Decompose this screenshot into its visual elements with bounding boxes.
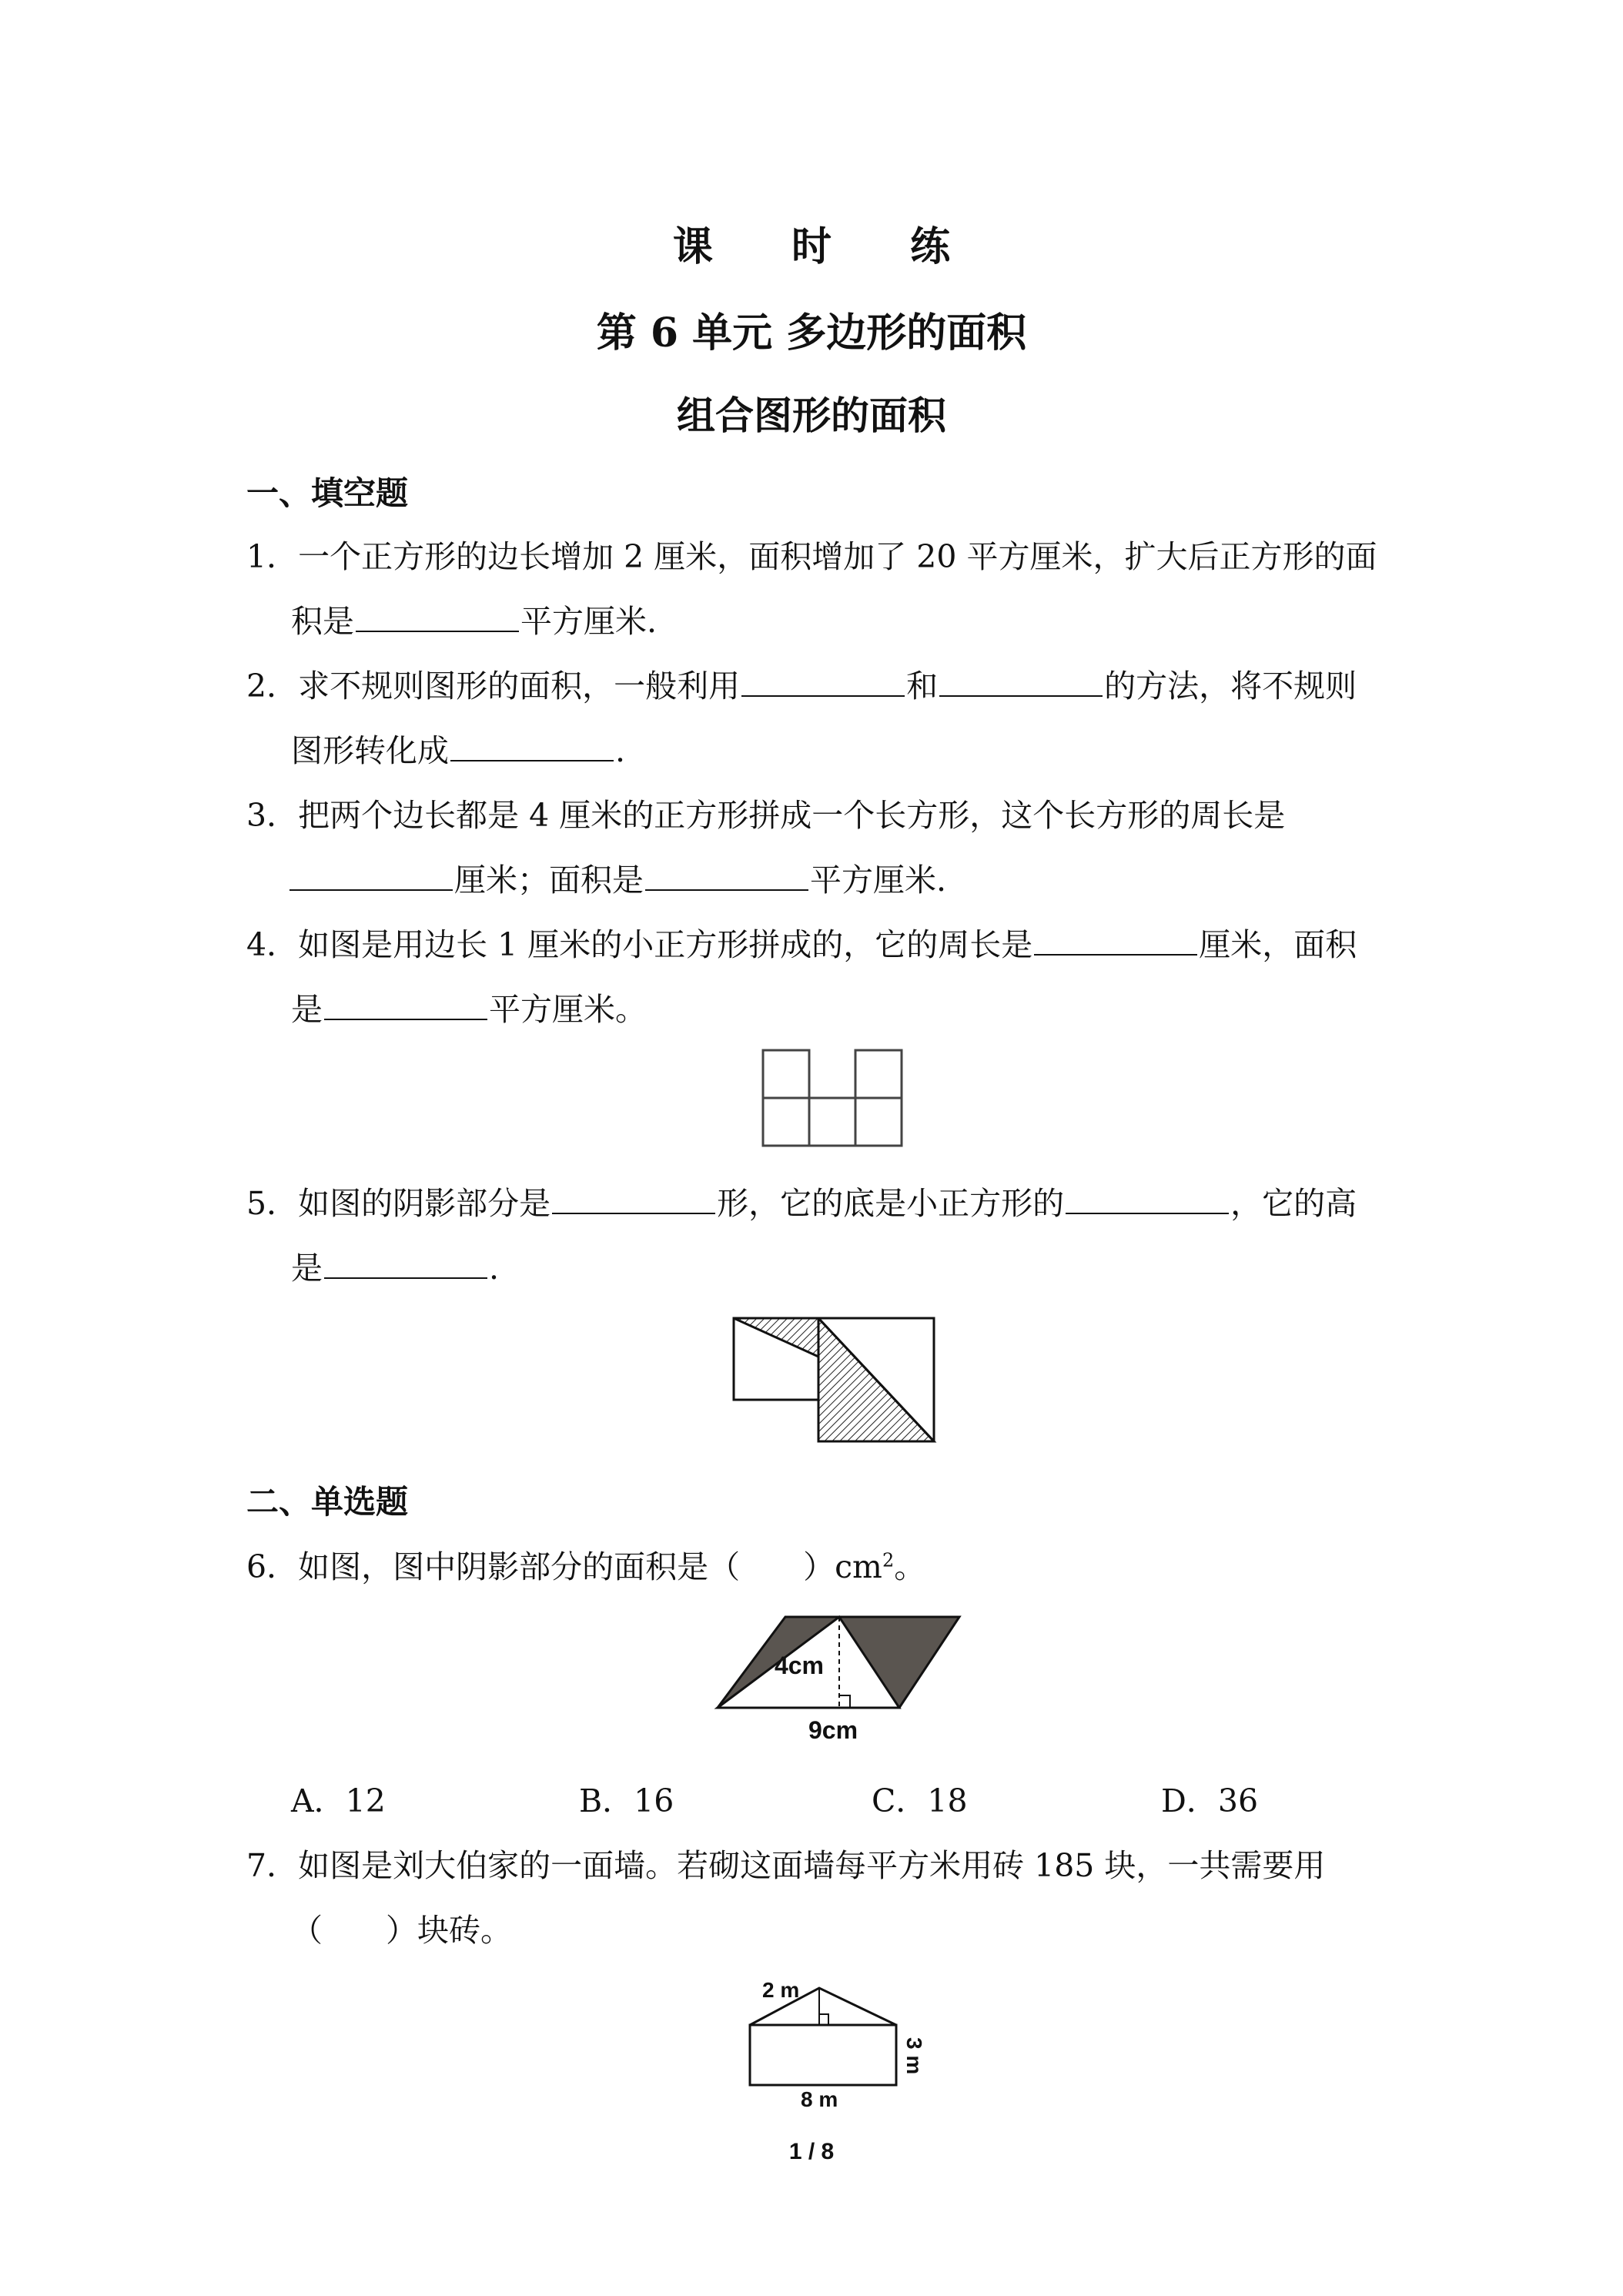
q2-text-e: . — [615, 732, 626, 769]
q5-text-c: ，它的高 — [1230, 1185, 1357, 1222]
q7-rectangle — [750, 2025, 896, 2085]
q5-blank-1[interactable] — [552, 1182, 715, 1214]
q4-line2 — [291, 984, 647, 1029]
q1-text-b: 平方厘米. — [520, 603, 658, 640]
q6-option-d[interactable]: D．36 — [1161, 1782, 1259, 1819]
q7-wall-figure — [739, 1971, 939, 2110]
q4-square — [763, 1098, 809, 1146]
q6-option-a[interactable]: A．12 — [291, 1782, 386, 1819]
q2-text-d: 图形转化成 — [291, 732, 449, 769]
q3-line1: 3．把两个边长都是 4 厘米的正方形拼成一个长方形，这个长方形的周长是 — [246, 797, 1286, 834]
q2-blank-1[interactable] — [741, 664, 905, 697]
q4-blank-1[interactable] — [1034, 923, 1197, 956]
q6-text: 6．如图，图中阴影部分的面积是（ ）cm — [246, 1548, 882, 1585]
q5-shaded-triangle-figure — [728, 1309, 943, 1448]
q4-text-d: 平方厘米。 — [489, 991, 647, 1028]
section-fill-blank: 一、填空题 — [246, 474, 409, 512]
q4-square — [763, 1050, 809, 1098]
page-number: 1 / 8 — [788, 2139, 835, 2164]
q5-line2 — [291, 1243, 499, 1288]
q2-line2 — [291, 725, 625, 771]
q7-line2: （ ）块砖。 — [291, 1912, 512, 1949]
q2-text-b: 和 — [906, 668, 939, 705]
q5-text-d: 是 — [291, 1250, 323, 1287]
q6-base-label: 9cm — [808, 1716, 858, 1744]
q3-text-a: 厘米；面积是 — [454, 862, 644, 899]
q6-parallelogram-figure — [708, 1611, 970, 1749]
q6-unit-exponent: 2 — [882, 1549, 895, 1571]
q6-option-b[interactable]: B．16 — [579, 1782, 674, 1819]
q5-text-b: 形，它的底是小正方形的 — [717, 1185, 1065, 1222]
q5-blank-2[interactable] — [1066, 1182, 1229, 1214]
q5-text-e: . — [489, 1250, 500, 1287]
q5-text-a: 5．如图的阴影部分是 — [246, 1185, 551, 1222]
q4-square — [809, 1098, 855, 1146]
q4-blank-2[interactable] — [324, 988, 487, 1020]
q4-line1 — [246, 919, 1357, 965]
q7-right-angle-mark — [819, 2014, 828, 2025]
q5-shaded-region — [734, 1318, 934, 1441]
q6-height-label: 4cm — [774, 1652, 824, 1679]
q5-line1 — [246, 1178, 1357, 1223]
q4-text-a: 4．如图是用边长 1 厘米的小正方形拼成的，它的周长是 — [246, 926, 1033, 963]
q7-line1: 7．如图是刘大伯家的一面墙。若砌这面墙每平方米用砖 185 块，一共需要用 — [246, 1847, 1326, 1884]
q2-line1 — [246, 661, 1357, 706]
q6-text-tail: 。 — [894, 1548, 926, 1585]
q2-text-a: 2．求不规则图形的面积，一般利用 — [246, 668, 741, 705]
q3-blank-2[interactable] — [645, 858, 808, 891]
q3-text-b: 平方厘米. — [810, 862, 947, 899]
q4-square — [855, 1050, 902, 1098]
q1-line2 — [291, 596, 657, 641]
q2-blank-3[interactable] — [450, 729, 614, 761]
lesson-title: 组合图形的面积 — [677, 393, 946, 438]
q6-question — [246, 1541, 925, 1587]
q3-blank-1[interactable] — [289, 858, 453, 891]
q4-text-b: 厘米，面积 — [1199, 926, 1357, 963]
q5-blank-3[interactable] — [324, 1247, 487, 1279]
q6-option-c[interactable]: C．18 — [872, 1782, 968, 1819]
q7-side-label: 3 m — [902, 2037, 926, 2075]
q4-text-c: 是 — [291, 991, 323, 1028]
section-single-choice: 二、单选题 — [246, 1483, 409, 1521]
q2-blank-2[interactable] — [939, 664, 1103, 697]
unit-title: 第 6 单元 多边形的面积 — [596, 310, 1027, 356]
q7-bottom-label: 8 m — [801, 2087, 838, 2110]
q3-line2 — [289, 855, 946, 900]
q1-blank[interactable] — [356, 600, 519, 632]
q4-squares-figure — [758, 1046, 912, 1150]
q7-top-label: 2 m — [762, 1978, 800, 2002]
q4-square — [855, 1098, 902, 1146]
q2-text-c: 的方法，将不规则 — [1104, 668, 1357, 705]
page-title: 课 时 练 — [672, 223, 983, 270]
q1-line1: 1．一个正方形的边长增加 2 厘米，面积增加了 20 平方厘米，扩大后正方形的面 — [246, 538, 1377, 575]
q1-text-a: 积是 — [291, 603, 354, 640]
